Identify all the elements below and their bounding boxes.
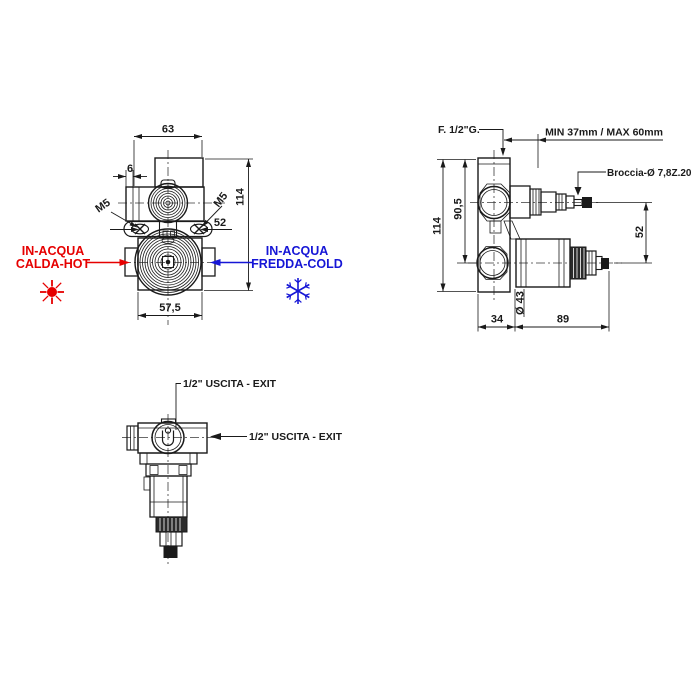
dim-52-side — [596, 203, 652, 264]
outlet-top-text: 1/2" USCITA - EXIT — [183, 378, 277, 390]
side-view-centerlines — [468, 150, 622, 300]
dim-90-5-text: 90,5 — [452, 198, 465, 220]
thread-label-text: F. 1/2"G. — [438, 124, 480, 136]
broach-shaft-tip — [582, 197, 592, 208]
dim-114-side — [432, 160, 477, 292]
dim-114-side-text: 114 — [431, 217, 444, 235]
dim-52-side-text: 52 — [634, 225, 646, 239]
dim-34-89 — [478, 271, 609, 332]
depth-range-text: MIN 37mm / MAX 60mm — [545, 126, 663, 139]
front-view — [16, 124, 343, 326]
dim-depth-range — [504, 127, 663, 169]
outlet-side-callout — [210, 431, 343, 443]
side-view — [432, 124, 692, 332]
top-view-centerlines — [122, 414, 218, 566]
broach-label-text: Broccia-Ø 7,8Z.20 — [607, 168, 692, 179]
side-valve-body — [477, 158, 520, 292]
mixer-shaft-tip — [601, 258, 609, 269]
outlet-side-text: 1/2" USCITA - EXIT — [249, 431, 343, 443]
dim-57-5-text: 57,5 — [159, 302, 181, 314]
cold-label-line1: IN-ACQUA — [265, 244, 329, 258]
mixer-cartridge-rings — [135, 229, 201, 295]
dim-57-5 — [138, 292, 202, 320]
hot-inlet-annotation — [16, 244, 130, 304]
top-valve-body — [127, 419, 207, 558]
snowflake-icon — [286, 278, 309, 304]
hot-label-line2: CALDA-HOT — [15, 257, 91, 271]
cold-inlet-annotation — [210, 244, 343, 304]
dim-diameter-43 — [515, 289, 527, 317]
sun-icon — [40, 280, 64, 304]
hot-label-line1: IN-ACQUA — [21, 244, 85, 258]
dim-d43-text: Ø 43 — [514, 291, 527, 315]
splined-ring-top-view — [156, 517, 187, 532]
m5-left-text: M5 — [93, 196, 113, 216]
thread-callout — [438, 124, 506, 156]
cold-label-line2: FREDDA-COLD — [251, 257, 343, 271]
dim-6-text: 6 — [126, 163, 134, 175]
shaft-tip-top-view — [164, 546, 178, 558]
top-view — [122, 378, 343, 566]
dim-63-text: 63 — [161, 123, 175, 136]
dim-52-front-text: 52 — [213, 217, 227, 229]
outlet-top-callout — [176, 378, 277, 430]
dim-6 — [113, 163, 147, 188]
m5-right-text: M5 — [211, 190, 231, 210]
dim-34-text: 34 — [490, 313, 504, 326]
dim-89-text: 89 — [556, 313, 570, 326]
broach-callout — [575, 168, 692, 196]
dim-114-front-text: 114 — [234, 188, 247, 206]
m5-callout-left — [93, 197, 137, 228]
front-valve-body — [124, 158, 215, 295]
